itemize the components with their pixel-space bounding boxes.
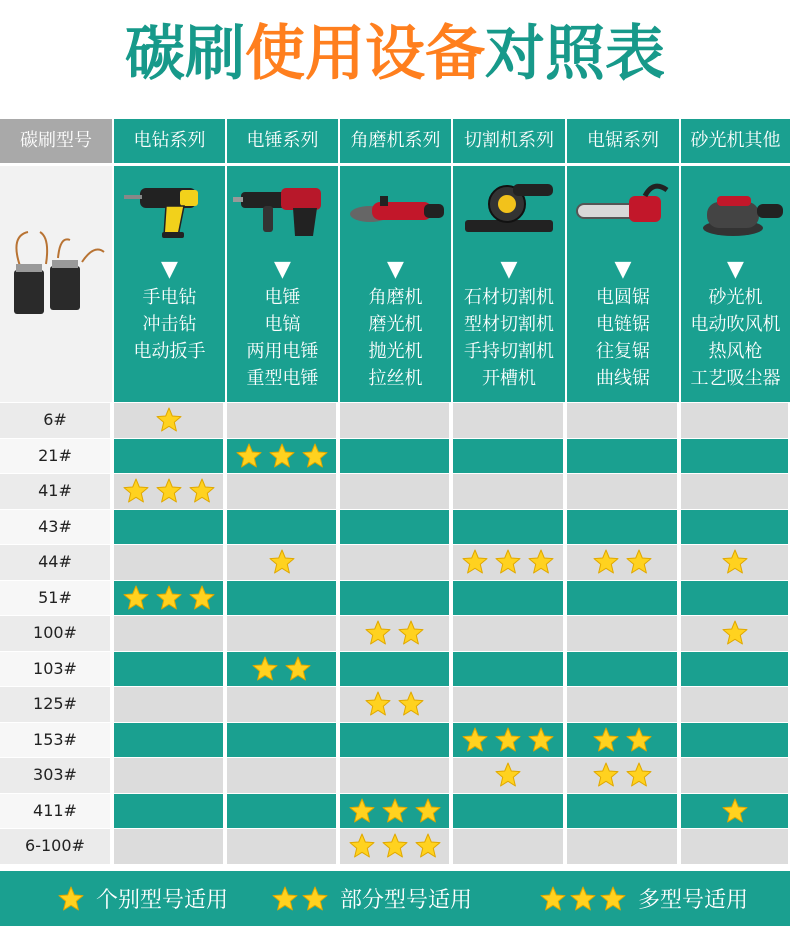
rating-cell (340, 723, 451, 758)
star-icon (626, 727, 652, 753)
rating-cell (227, 687, 338, 722)
star-icon (156, 585, 182, 611)
rating-cell (227, 474, 338, 509)
header-series-2: 电锤系列 (227, 119, 338, 163)
model-row (0, 545, 790, 580)
rating-cell (227, 723, 338, 758)
star-icon (382, 798, 408, 824)
legend (0, 871, 790, 926)
chainsaw-icon (573, 174, 673, 240)
rating-cell (681, 510, 790, 545)
carbon-brush-pair-image (0, 166, 112, 402)
rating-cell (567, 439, 679, 474)
angle-grinder-icon (346, 174, 446, 240)
down-arrow-icon: ▼ (727, 257, 744, 282)
rating-cell (681, 403, 790, 438)
star-icon (349, 833, 375, 859)
star-icon (528, 727, 554, 753)
rating-cell (567, 510, 679, 545)
rating-cell (340, 616, 451, 651)
legend-label: 多型号适用 (638, 888, 749, 913)
rating-cell (227, 829, 338, 864)
rating-cell (114, 829, 225, 864)
rating-cell (114, 439, 225, 474)
legend-stars (272, 886, 328, 912)
model-label: 44# (0, 545, 112, 580)
header-row (0, 119, 790, 163)
rating-cell (681, 439, 790, 474)
rating-cell (114, 510, 225, 545)
tool-use-item: 电锤 (264, 287, 301, 308)
star-icon (365, 620, 391, 646)
model-label: 6-100# (0, 829, 112, 864)
rotary-hammer-icon (233, 174, 333, 240)
rating-cell (681, 829, 790, 864)
header-series-1: 电钻系列 (114, 119, 225, 163)
model-label: 153# (0, 723, 112, 758)
down-arrow-icon: ▼ (274, 257, 291, 282)
rating-cell (453, 723, 565, 758)
rating-cell (567, 723, 679, 758)
tool-column-4 (453, 166, 565, 402)
model-row (0, 652, 790, 687)
tool-use-item: 石材切割机 (464, 287, 554, 308)
star-icon (302, 886, 328, 912)
rating-cell (681, 616, 790, 651)
rating-cell (681, 723, 790, 758)
down-arrow-icon: ▼ (387, 257, 404, 282)
legend-item-2 (272, 871, 472, 926)
star-icon (593, 549, 619, 575)
tool-use-item: 电动扳手 (133, 341, 206, 362)
star-icon (528, 549, 554, 575)
rating-cell (453, 581, 565, 616)
model-label: 103# (0, 652, 112, 687)
rating-cell (114, 794, 225, 829)
tool-use-list (227, 284, 338, 392)
rating-cell (227, 652, 338, 687)
star-icon (398, 620, 424, 646)
header-series-4: 切割机系列 (453, 119, 565, 163)
rating-cell (681, 794, 790, 829)
model-label: 125# (0, 687, 112, 722)
tool-use-item: 开槽机 (482, 368, 536, 389)
title-part-3: 对照表 (485, 19, 665, 89)
rating-cell (114, 758, 225, 793)
rating-cell (114, 723, 225, 758)
star-icon (570, 886, 596, 912)
rating-cell (681, 545, 790, 580)
rating-cell (340, 474, 451, 509)
rating-cell (567, 403, 679, 438)
star-icon (156, 478, 182, 504)
star-icon (382, 833, 408, 859)
rating-cell (227, 510, 338, 545)
rating-cell (453, 758, 565, 793)
tool-use-list (567, 284, 679, 392)
rating-cell (567, 581, 679, 616)
tool-use-list (681, 284, 790, 392)
rating-cell (567, 687, 679, 722)
tool-use-list (340, 284, 451, 392)
tool-column-3 (340, 166, 451, 402)
header-series-3: 角磨机系列 (340, 119, 451, 163)
star-icon (722, 620, 748, 646)
rating-cell (681, 758, 790, 793)
rating-cell (340, 652, 451, 687)
star-icon (722, 798, 748, 824)
cutting-machine-icon (459, 174, 559, 240)
rating-cell (227, 439, 338, 474)
rating-cell (453, 652, 565, 687)
star-icon (593, 762, 619, 788)
legend-item-3 (540, 871, 748, 926)
sander-icon (687, 174, 787, 240)
tool-use-item: 电链锯 (596, 314, 650, 335)
tool-use-item: 手持切割机 (464, 341, 554, 362)
rating-cell (681, 687, 790, 722)
rating-cell (227, 545, 338, 580)
rating-cell (453, 794, 565, 829)
title-part-1: 碳刷 (125, 19, 245, 89)
star-icon (462, 549, 488, 575)
rating-cell (227, 581, 338, 616)
star-icon (236, 443, 262, 469)
rating-cell (114, 545, 225, 580)
page-title (0, 12, 790, 96)
electric-drill-icon (120, 174, 220, 240)
tool-use-item: 往复锯 (596, 341, 650, 362)
tool-use-item: 拉丝机 (368, 368, 423, 389)
star-icon (593, 727, 619, 753)
down-arrow-icon: ▼ (500, 257, 518, 282)
star-icon (600, 886, 626, 912)
model-row (0, 794, 790, 829)
star-icon (722, 549, 748, 575)
rating-cell (567, 758, 679, 793)
title-part-2: 使用设备 (245, 19, 485, 89)
star-icon (495, 727, 521, 753)
tool-use-item: 磨光机 (368, 314, 423, 335)
rating-cell (567, 616, 679, 651)
rating-cell (114, 687, 225, 722)
rating-cell (114, 616, 225, 651)
header-series-5: 电锯系列 (567, 119, 679, 163)
model-label: 41# (0, 474, 112, 509)
model-row (0, 510, 790, 545)
star-icon (302, 443, 328, 469)
header-series-6: 砂光机其他 (681, 119, 790, 163)
tool-use-item: 两用电锤 (246, 341, 319, 362)
star-icon (626, 549, 652, 575)
star-icon (156, 407, 182, 433)
star-icon (398, 691, 424, 717)
model-label: 51# (0, 581, 112, 616)
rating-cell (340, 545, 451, 580)
rating-cell (453, 439, 565, 474)
rating-cell (453, 545, 565, 580)
rating-cell (340, 687, 451, 722)
rating-cell (453, 616, 565, 651)
rating-cell (227, 758, 338, 793)
rating-cell (340, 794, 451, 829)
header-model: 碳刷型号 (0, 119, 112, 163)
rating-cell (340, 510, 451, 545)
rating-cell (114, 403, 225, 438)
model-row (0, 758, 790, 793)
rating-cell (227, 403, 338, 438)
tool-use-item: 手电钻 (142, 287, 197, 308)
star-icon (415, 833, 441, 859)
rating-cell (567, 474, 679, 509)
legend-item-1 (58, 871, 228, 926)
rating-cell (453, 687, 565, 722)
rating-cell (567, 829, 679, 864)
model-row (0, 687, 790, 722)
model-row (0, 829, 790, 864)
legend-stars (58, 886, 84, 912)
tool-column-1 (114, 166, 225, 402)
rating-cell (567, 652, 679, 687)
legend-stars (540, 886, 626, 912)
model-row (0, 581, 790, 616)
rating-cell (227, 794, 338, 829)
model-label: 43# (0, 510, 112, 545)
star-icon (123, 478, 149, 504)
model-label: 303# (0, 758, 112, 793)
model-label: 6# (0, 403, 112, 438)
star-icon (252, 656, 278, 682)
tool-use-list (114, 284, 225, 365)
star-icon (269, 443, 295, 469)
rating-cell (114, 474, 225, 509)
model-row (0, 474, 790, 509)
model-row (0, 616, 790, 651)
rating-cell (453, 474, 565, 509)
star-icon (189, 478, 215, 504)
rating-cell (453, 510, 565, 545)
star-icon (495, 549, 521, 575)
tool-use-item: 重型电锤 (246, 368, 319, 389)
star-icon (365, 691, 391, 717)
tool-use-item: 热风枪 (708, 341, 763, 362)
down-arrow-icon: ▼ (161, 257, 178, 282)
star-icon (189, 585, 215, 611)
star-icon (58, 886, 84, 912)
tool-use-item: 角磨机 (368, 287, 423, 308)
star-icon (415, 798, 441, 824)
model-row (0, 403, 790, 438)
tool-use-item: 电圆锯 (596, 287, 650, 308)
rating-cell (340, 439, 451, 474)
rating-cell (681, 474, 790, 509)
rating-cell (340, 758, 451, 793)
model-row (0, 439, 790, 474)
rating-cell (567, 545, 679, 580)
tool-column-5 (567, 166, 679, 402)
star-icon (349, 798, 375, 824)
rating-cell (567, 794, 679, 829)
model-label: 411# (0, 794, 112, 829)
star-icon (462, 727, 488, 753)
star-icon (123, 585, 149, 611)
tool-use-item: 砂光机 (708, 287, 763, 308)
rating-cell (340, 581, 451, 616)
legend-label: 部分型号适用 (340, 888, 473, 913)
model-label: 100# (0, 616, 112, 651)
rating-cell (681, 652, 790, 687)
star-icon (269, 549, 295, 575)
tool-use-item: 电镐 (264, 314, 301, 335)
rating-cell (114, 652, 225, 687)
tool-column-6 (681, 166, 790, 402)
tool-use-item: 抛光机 (368, 341, 423, 362)
star-icon (540, 886, 566, 912)
rating-cell (340, 403, 451, 438)
tool-use-list (453, 284, 565, 392)
star-icon (495, 762, 521, 788)
tool-image-row (0, 166, 790, 402)
down-arrow-icon: ▼ (614, 257, 632, 282)
tool-use-item: 曲线锯 (596, 368, 650, 389)
star-icon (285, 656, 311, 682)
model-row (0, 723, 790, 758)
tool-column-2 (227, 166, 338, 402)
rating-cell (453, 829, 565, 864)
tool-use-item: 型材切割机 (464, 314, 554, 335)
tool-use-item: 电动吹风机 (690, 314, 781, 335)
rating-cell (681, 581, 790, 616)
star-icon (626, 762, 652, 788)
model-label: 21# (0, 439, 112, 474)
star-icon (272, 886, 298, 912)
rating-cell (453, 403, 565, 438)
rating-cell (340, 829, 451, 864)
tool-use-item: 工艺吸尘器 (690, 368, 781, 389)
tool-use-item: 冲击钻 (142, 314, 197, 335)
rating-cell (227, 616, 338, 651)
rating-cell (114, 581, 225, 616)
product-image-cell (0, 166, 112, 402)
legend-label: 个别型号适用 (96, 888, 229, 913)
